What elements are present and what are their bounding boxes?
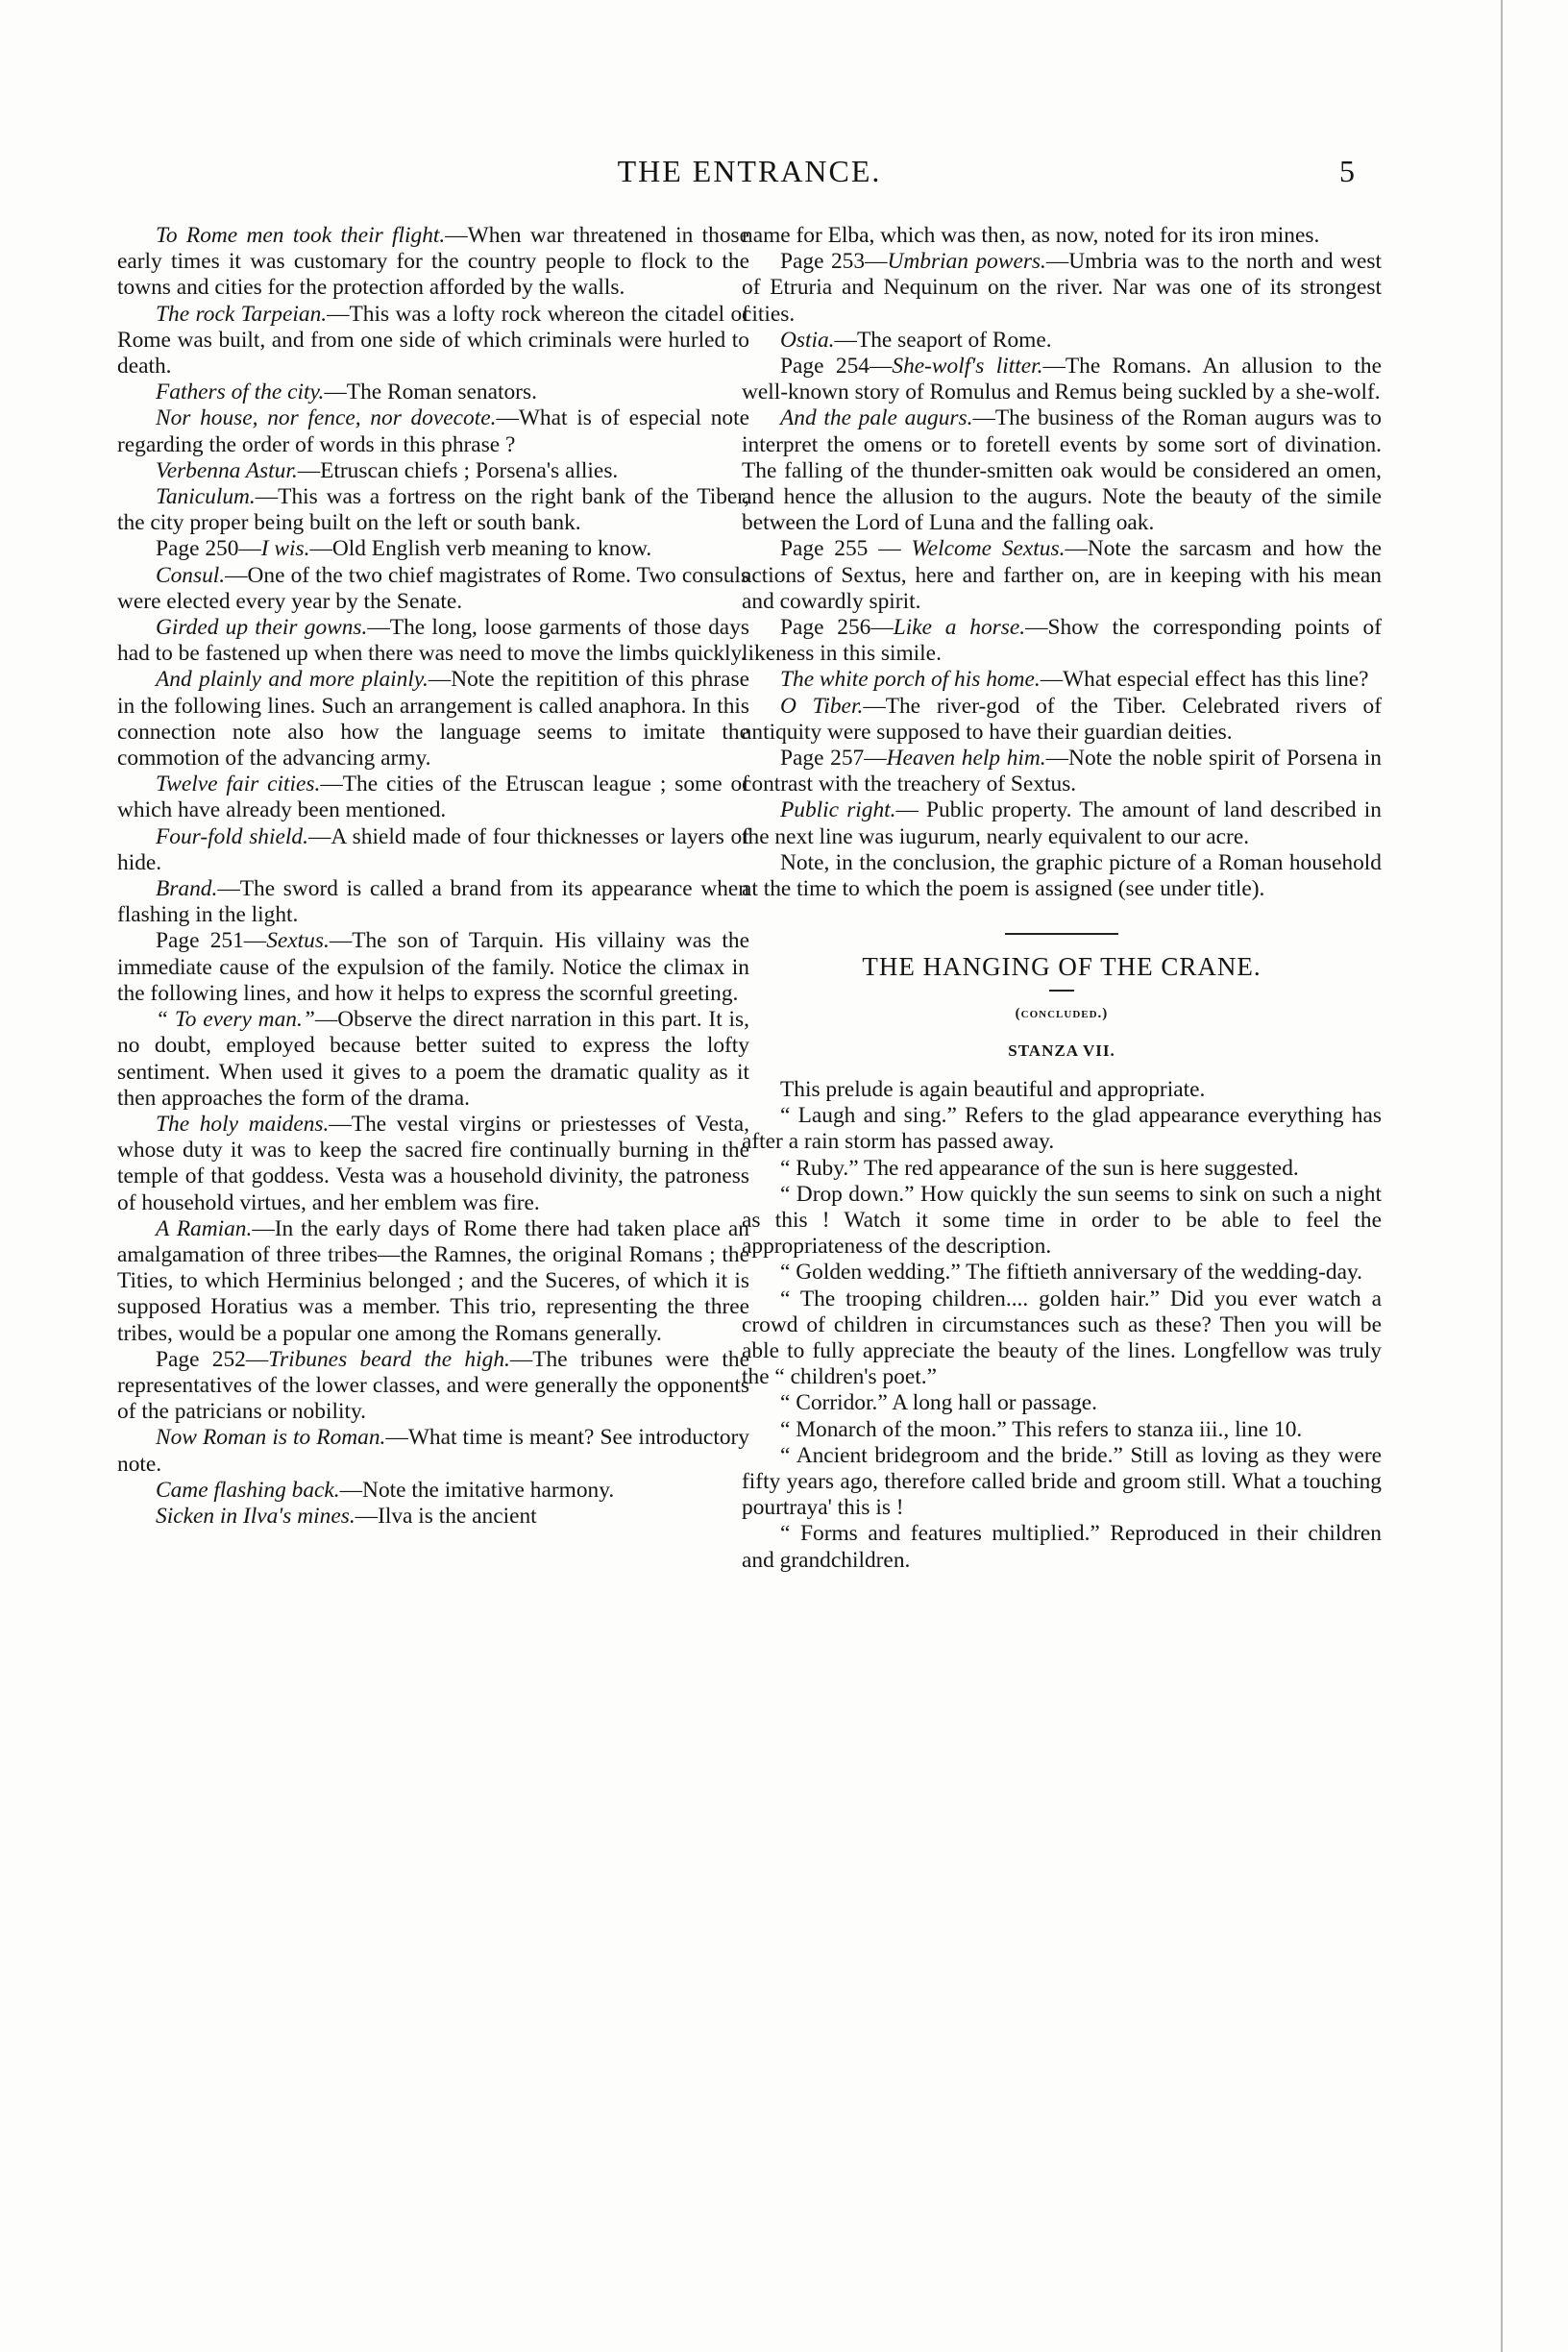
note-lemma: Heaven help him. <box>886 746 1046 772</box>
note-text: —Etruscan chiefs ; Porsena's allies. <box>297 457 619 483</box>
note-lemma: Sextus. <box>266 928 330 954</box>
note-paragraph <box>742 328 1382 354</box>
note-lemma: Like a horse. <box>893 615 1026 641</box>
note-text: —The tribunes were the representatives of the lower classes, and were generally the opponents of the patricians or nobility. <box>117 1346 749 1425</box>
note-lemma: Tribunes beard the high. <box>268 1346 510 1372</box>
page-edge-divider <box>1501 0 1503 2352</box>
note-paragraph <box>117 405 749 457</box>
note-paragraph <box>117 536 749 562</box>
note-paragraph <box>742 667 1382 693</box>
note-text: —Ilva is the ancient <box>355 1503 537 1529</box>
note-text: —The river-god of the Tiber. Celebrated rivers of antiquity were supposed to have their guardian deities. <box>742 693 1383 745</box>
poem-note-paragraph: “ The trooping children.... golden hair.” Did you ever watch a crowd of children in circumstances such as these? Then you will be able to fully appreciate the beauty of the lines. Longfellow was truly the “ children's poet.” <box>742 1286 1382 1390</box>
left-column <box>117 223 749 1530</box>
note-lemma: Ostia. <box>780 327 835 353</box>
poem-title: THE HANGING OF THE CRANE. <box>862 952 1262 982</box>
note-paragraph <box>742 536 1382 615</box>
poem-note-paragraph: “ Monarch of the moon.” This refers to stanza iii., line 10. <box>780 1416 1303 1442</box>
note-paragraph <box>742 615 1382 667</box>
note-text: —What time is meant? See introductory note. <box>117 1425 749 1477</box>
note-paragraph <box>742 694 1382 746</box>
note-text: —Note the imitative harmony. <box>339 1477 615 1503</box>
poem-note-paragraph: “ Ruby.” The red appearance of the sun is here suggested. <box>780 1155 1299 1181</box>
page-reference: Page 255 — <box>780 536 912 562</box>
page-reference: Page 254— <box>780 354 893 380</box>
page-reference: Page 253— <box>780 249 888 275</box>
note-paragraph <box>117 615 749 667</box>
note-paragraph <box>117 380 749 405</box>
note-paragraph <box>117 563 749 615</box>
note-paragraph <box>742 797 1382 849</box>
poem-subtitle: (concluded.) <box>1015 1006 1109 1022</box>
stanza-heading: STANZA VII. <box>1008 1041 1115 1060</box>
poem-title-rule <box>1049 990 1074 992</box>
note-text: —The son of Tarquin. His villainy was the immediate cause of the expulsion of the family. Notice the climax in the following lines, and how it helps to express the scornful greeting. <box>117 928 749 1006</box>
note-paragraph <box>117 1478 749 1504</box>
note-paragraph <box>117 458 749 484</box>
poem-note-paragraph: “ Ancient bridegroom and the bride.” Still as loving as they were fifty years ago, therefore called bride and groom still. What a touching pourtraya' this is ! <box>742 1442 1382 1521</box>
note-text: —The vestal virgins or priestesses of Vesta, whose duty it was to keep the sacred fire continually burning in the temple of that goddess. Vesta was a household divinity, the patroness of household virtues, and her emblem was fire. <box>117 1111 749 1215</box>
note-text: —Note the repitition of this phrase in the following lines. Such an arrangement is called anaphora. In this connection note also how the language seems to imitate the commotion of the advancing army. <box>117 667 750 772</box>
page-reference: Page 257— <box>780 746 887 772</box>
poem-note-paragraph: “ Forms and features multiplied.” Reproduced in their children and grandchildren. <box>742 1521 1382 1573</box>
note-lemma: Fathers of the city. <box>156 380 325 405</box>
page-reference: Page 252— <box>156 1346 269 1372</box>
note-lemma: Brand. <box>156 876 218 902</box>
section-divider <box>1005 933 1118 935</box>
note-text: — Public property. The amount of land described in the next line was iugurum, nearly equivalent to our acre. <box>742 797 1382 849</box>
note-paragraph <box>117 484 749 536</box>
note-paragraph <box>117 1216 749 1347</box>
note-paragraph <box>117 772 749 823</box>
note-text: —Umbria was to the north and west of Etruria and Nequinum on the river. Nar was one of its strongest cities. <box>742 249 1382 327</box>
note-lemma: O Tiber. <box>780 693 864 719</box>
note-paragraph <box>117 1425 749 1477</box>
note-paragraph <box>742 354 1382 405</box>
note-text: —The Romans. An allusion to the well-known story of Romulus and Remus being suckled by a she-wolf. <box>742 354 1383 405</box>
page-reference: Page 256— <box>780 615 894 641</box>
note-paragraph <box>742 405 1382 536</box>
note-lemma: Twelve fair cities. <box>156 772 321 797</box>
note-paragraph <box>117 876 749 928</box>
page-reference: Page 251— <box>156 928 267 954</box>
note-lemma: The rock Tarpeian. <box>156 301 328 327</box>
note-text: —Observe the direct narration in this part. It is, no doubt, employed because better suited to express the lofty sentiment. When used it gives to a poem the dramatic quality as it then approaches the form of the drama. <box>117 1007 749 1111</box>
note-lemma: And plainly and more plainly. <box>156 667 429 693</box>
right-notes <box>742 223 1382 902</box>
note-lemma: Girded up their gowns. <box>156 615 368 641</box>
note-text: —The long, loose garments of those days had to be fastened up when there was need to move the limbs quickly. <box>117 615 749 667</box>
running-head: THE ENTRANCE. <box>617 154 882 188</box>
note-text: —Show the corresponding points of likeness in this simile. <box>742 615 1382 667</box>
note-paragraph <box>117 1112 749 1216</box>
note-lemma: Now Roman is to Roman. <box>156 1425 386 1451</box>
page-header <box>144 154 1355 196</box>
note-text: —What especial effect has this line? <box>1040 667 1369 693</box>
note-paragraph <box>117 824 749 876</box>
note-text: —The cities of the Etruscan league ; some of which have already been mentioned. <box>117 772 750 823</box>
note-lemma: Welcome Sextus. <box>911 536 1066 562</box>
note-paragraph <box>117 1504 749 1530</box>
poem-note-paragraph: This prelude is again beautiful and appropriate. <box>780 1076 1206 1102</box>
note-text: —The business of the Roman augurs was to interpret the omens or to foretell events by some sort of divination. The falling of the thunder-smitten oak would be considered an omen, and hence the allusion to the augurs. Note the beauty of the simile between the Lord of Luna and the falling oak. <box>742 405 1383 536</box>
note-lemma: The white porch of his home. <box>780 667 1041 693</box>
note-text: name for Elba, which was then, as now, noted for its iron mines. <box>742 223 1320 248</box>
note-lemma: Consul. <box>156 562 226 588</box>
note-text: —The Roman senators. <box>324 380 537 405</box>
note-text: —When war threatened in those early times it was customary for the country people to flock to the towns and cities for the protection afforded by the walls. <box>117 223 749 301</box>
note-lemma: To Rome men took their flight. <box>156 223 446 248</box>
note-lemma: Umbrian powers. <box>887 249 1046 275</box>
note-text: —A shield made of four thicknesses or layers of hide. <box>117 823 750 875</box>
poem-note-paragraph: “ Corridor.” A long hall or passage. <box>780 1390 1098 1416</box>
note-lemma: Taniculum. <box>156 484 256 510</box>
note-text: —The sword is called a brand from its appearance when flashing in the light. <box>117 876 749 928</box>
poem-notes <box>742 1077 1382 1574</box>
note-lemma: I wis. <box>260 536 310 562</box>
note-paragraph <box>742 223 1382 249</box>
note-lemma: Four-fold shield. <box>156 823 308 849</box>
note-text: —The seaport of Rome. <box>834 327 1052 353</box>
note-lemma: A Ramian. <box>156 1215 253 1241</box>
page-reference: Page 250— <box>156 536 261 562</box>
note-paragraph <box>117 667 749 772</box>
note-lemma: Verbenna Astur. <box>156 457 298 483</box>
note-paragraph <box>117 223 749 302</box>
note-text: —What is of especial note regarding the order of words in this phrase ? <box>117 405 749 457</box>
poem-note-paragraph: “ Laugh and sing.” Refers to the glad appearance everything has after a rain storm has passed away. <box>742 1103 1382 1155</box>
note-paragraph <box>742 249 1382 328</box>
note-text: —Note the noble spirit of Porsena in contrast with the treachery of Sextus. <box>742 746 1382 797</box>
note-paragraph <box>117 1007 749 1112</box>
note-text: —Note the sarcasm and how the actions of Sextus, here and farther on, are in keeping with his mean and cowardly spirit. <box>742 536 1382 614</box>
note-lemma: Public right. <box>780 797 896 823</box>
note-text: —One of the two chief magistrates of Rome. Two consuls were elected every year by the Senate. <box>117 562 749 614</box>
note-paragraph <box>742 850 1382 902</box>
note-lemma: “ To every man.” <box>156 1007 315 1033</box>
right-column <box>742 223 1382 1574</box>
note-lemma: She-wolf's litter. <box>892 354 1043 380</box>
page-number: 5 <box>1339 154 1355 188</box>
note-paragraph <box>117 928 749 1007</box>
note-paragraph <box>117 302 749 380</box>
note-lemma: Nor house, nor fence, nor dovecote. <box>156 405 497 431</box>
poem-note-paragraph: “ Drop down.” How quickly the sun seems to sink on such a night as this ! Watch it some time in order to be able to feel the appropriateness of the description. <box>742 1181 1382 1260</box>
note-text: —Old English verb meaning to know. <box>309 536 652 562</box>
note-lemma: Came flashing back. <box>156 1477 340 1503</box>
note-text: —This was a fortress on the right bank of the Tiber, the city proper being built on the left or south bank. <box>117 484 749 536</box>
note-text: Note, in the conclusion, the graphic picture of a Roman household at the time to which the poem is assigned (see under title). <box>742 849 1382 902</box>
note-text: —This was a lofty rock whereon the citadel of Rome was built, and from one side of which criminals were hurled to death. <box>117 301 749 380</box>
note-paragraph <box>742 746 1382 797</box>
note-lemma: And the pale augurs. <box>780 405 973 431</box>
poem-note-paragraph: “ Golden wedding.” The fiftieth anniversary of the wedding-day. <box>780 1260 1363 1286</box>
note-paragraph <box>117 1347 749 1426</box>
note-lemma: The holy maidens. <box>156 1111 330 1137</box>
note-text: —In the early days of Rome there had taken place an amalgamation of three tribes—the Ramnes, the original Romans ; the Tities, to which Herminius belonged ; and the Suceres, of which it is supposed Horatius was a member. This trio, representing the three tribes, would be a popular one among the Romans generally. <box>117 1215 749 1346</box>
note-lemma: Sicken in Ilva's mines. <box>156 1503 355 1529</box>
